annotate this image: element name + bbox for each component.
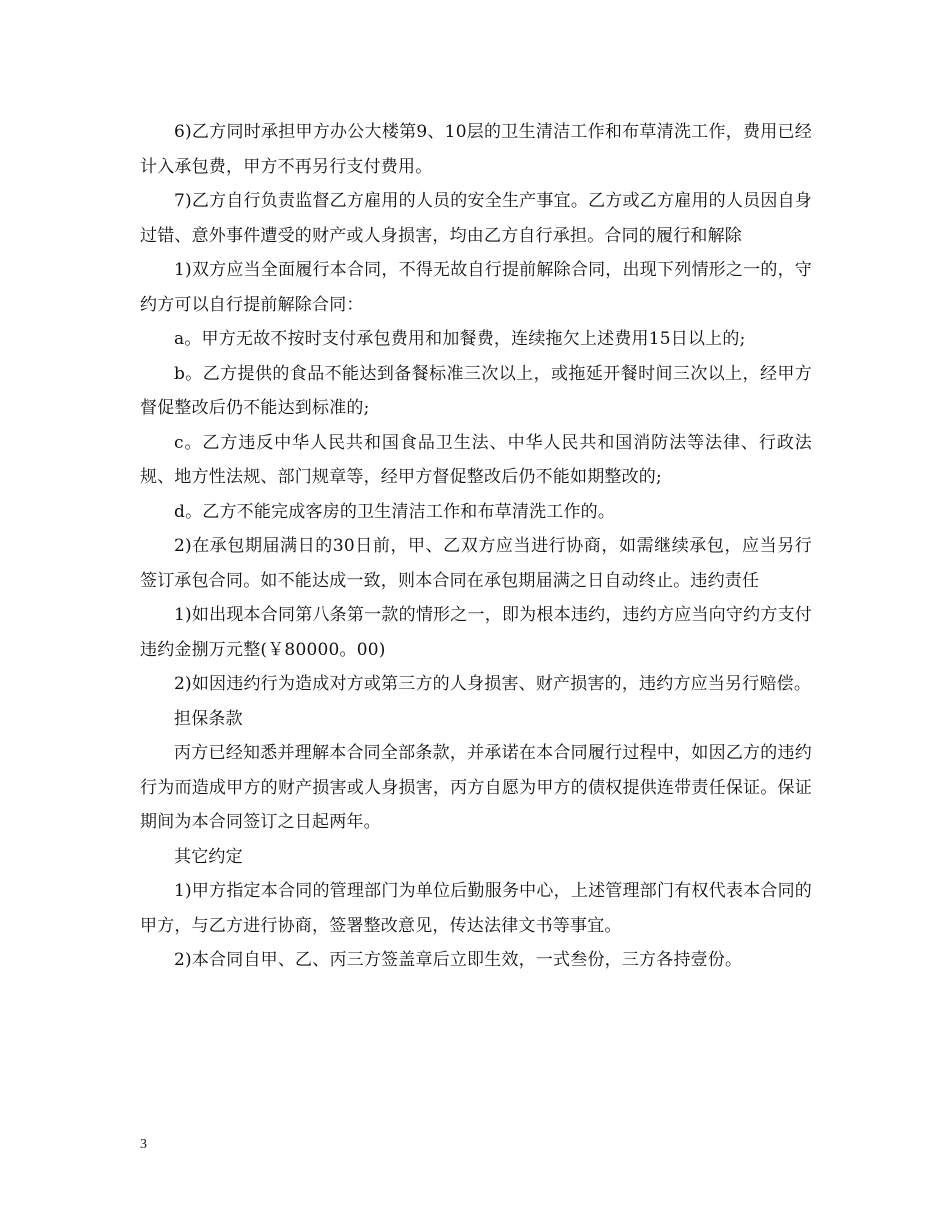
paragraph-liability-1: 1)如出现本合同第八条第一款的情形之一，即为根本违约，违约方应当向守约方支付违约金捌万元整(￥80000。00)	[140, 605, 812, 660]
paragraph-item-d: d。乙方不能完成客房的卫生清洁工作和布草清洗工作的。	[174, 501, 616, 522]
paragraph-item-c: c。乙方违反中华人民共和国食品卫生法、中华人民共和国消防法等法律、行政法规、地方性法规、部门规章等，经甲方督促整改后仍不能如期整改的;	[140, 432, 812, 487]
paragraph-liability-2: 2)如因违约行为造成对方或第三方的人身损害、财产损害的，违约方应当另行赔偿。	[174, 674, 812, 694]
paragraph-guarantee: 丙方已经知悉并理解本合同全部条款，并承诺在本合同履行过程中，如因乙方的违约行为而造成甲方的财产损害或人身损害，丙方自愿为甲方的债权提供连带责任保证。保证期间为本合同签订之日起两年。	[140, 743, 812, 832]
section-heading-guarantee: 担保条款	[174, 708, 243, 729]
paragraph-item-a: a。甲方无故不按时支付承包费用和加餐费，连续拖欠上述费用15日以上的;	[174, 329, 746, 349]
paragraph-other-1: 1)甲方指定本合同的管理部门为单位后勤服务中心，上述管理部门有权代表本合同的甲方，与乙方进行协商，签署整改意见，传达法律文书等事宜。	[140, 881, 812, 936]
page-number: 3	[140, 1137, 147, 1152]
paragraph-clause-6: 6)乙方同时承担甲方办公大楼第9、10层的卫生清洁工作和布草清洗工作，费用已经计入承包费，甲方不再另行支付费用。	[140, 122, 812, 177]
paragraph-termination-2: 2)在承包期届满日的30日前，甲、乙双方应当进行协商，如需继续承包，应当另行签订承包合同。如不能达成一致，则本合同在承包期届满之日自动终止。违约责任	[140, 536, 812, 591]
paragraph-other-2: 2)本合同自甲、乙、丙三方签盖章后立即生效，一式叁份，三方各持壹份。	[174, 950, 743, 970]
document-body	[140, 115, 812, 978]
section-heading-other: 其它约定	[174, 846, 243, 867]
paragraph-clause-7: 7)乙方自行负责监督乙方雇用的人员的安全生产事宜。乙方或乙方雇用的人员因自身过错、意外事件遭受的财产或人身损害，均由乙方自行承担。合同的履行和解除	[140, 191, 812, 246]
paragraph-item-b: b。乙方提供的食品不能达到备餐标准三次以上，或拖延开餐时间三次以上，经甲方督促整改后仍不能达到标准的;	[140, 363, 812, 418]
paragraph-termination-1: 1)双方应当全面履行本合同，不得无故自行提前解除合同，出现下列情形之一的，守约方可以自行提前解除合同：	[140, 260, 812, 315]
